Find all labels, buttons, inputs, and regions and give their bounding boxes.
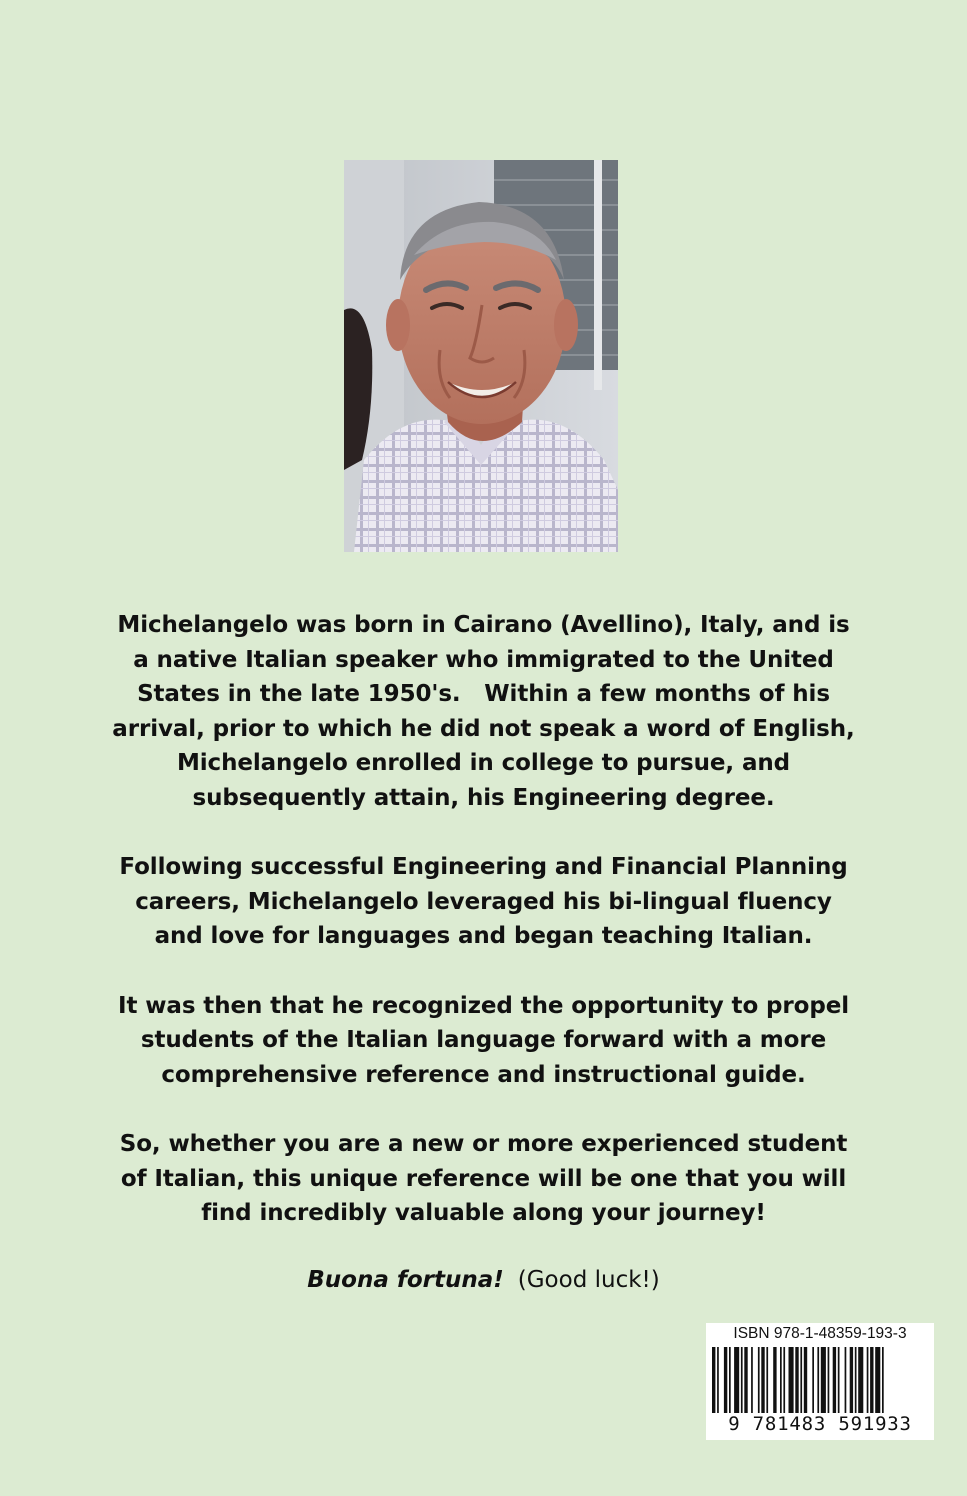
- barcode-bar: [821, 1347, 826, 1413]
- barcode-bar: [741, 1347, 743, 1413]
- bio-paragraph: [110, 850, 857, 954]
- barcode-bar: [724, 1347, 727, 1413]
- barcode-bar: [729, 1347, 731, 1413]
- author-photo: [344, 160, 618, 552]
- barcode-bar: [838, 1347, 840, 1413]
- bio-line: find incredibly valuable along your journey!: [201, 1200, 766, 1226]
- barcode-bar: [828, 1347, 830, 1413]
- barcode-bar: [833, 1347, 836, 1413]
- bio-line: subsequently attain, his Engineering degree.: [192, 784, 775, 811]
- bio-line: a native Italian speaker who immigrated to the United: [133, 646, 834, 673]
- barcode-bar: [812, 1347, 814, 1413]
- barcode-bar: [817, 1347, 819, 1413]
- bio-paragraph: [110, 1127, 857, 1231]
- barcode-bar: [766, 1347, 768, 1413]
- barcode-bar: [850, 1347, 853, 1413]
- author-portrait-photo-icon: [344, 160, 618, 552]
- bio-line: States in the late 1950's. Within a few months of his: [137, 681, 830, 707]
- bio-line: Michelangelo enrolled in college to pursue, and: [176, 750, 791, 776]
- isbn-barcode: [706, 1323, 934, 1440]
- bio-line: arrival, prior to which he did not speak a word of English,: [112, 715, 855, 742]
- bio-line: Michelangelo was born in Cairano (Avellino), Italy, and is: [117, 612, 850, 638]
- barcode-bar: [870, 1347, 873, 1413]
- signoff-phrase: Buona fortuna!: [307, 1267, 504, 1293]
- bio-paragraph: [110, 989, 857, 1093]
- barcode-bar: [734, 1347, 739, 1413]
- barcode-bar: [744, 1347, 747, 1413]
- barcode-bar: [858, 1347, 863, 1413]
- barcode-bar: [867, 1347, 869, 1413]
- barcode-bar: [800, 1347, 802, 1413]
- bio-line: students of the Italian language forward with a more: [140, 1027, 827, 1053]
- barcode-bars-icon: [712, 1347, 928, 1413]
- barcode-bar: [758, 1347, 760, 1413]
- barcode-bar: [855, 1347, 857, 1413]
- barcode-bar: [717, 1347, 719, 1413]
- barcode-bar: [761, 1347, 764, 1413]
- barcode-bar: [845, 1347, 847, 1413]
- bio-line: and love for languages and began teaching Italian.: [154, 923, 813, 949]
- barcode-bar: [875, 1347, 880, 1413]
- barcode-digits: 9 781483 591933: [728, 1413, 912, 1435]
- isbn-label: ISBN 978-1-48359-193-3: [733, 1325, 907, 1342]
- bio-paragraph: [110, 608, 857, 815]
- barcode-bar: [804, 1347, 807, 1413]
- barcode-bar: [712, 1347, 715, 1413]
- barcode-bar: [789, 1347, 794, 1413]
- bio-line: of Italian, this unique reference will be one that you will: [120, 1165, 847, 1192]
- bio-line: It was then that he recognized the opportunity to propel: [117, 992, 850, 1019]
- barcode-bar: [751, 1347, 753, 1413]
- bio-line: Following successful Engineering and Financial Planning: [119, 854, 848, 880]
- barcode-bar: [780, 1347, 782, 1413]
- barcode-bar: [795, 1347, 798, 1413]
- signoff: [110, 1263, 857, 1297]
- barcode-bar: [773, 1347, 776, 1413]
- barcode-bar: [882, 1347, 884, 1413]
- bio-line: careers, Michelangelo leveraged his bi-lingual fluency: [135, 888, 832, 915]
- bio-line: So, whether you are a new or more experienced student: [119, 1131, 848, 1157]
- signoff-translation: (Good luck!): [517, 1267, 660, 1293]
- author-bio: [110, 608, 857, 1266]
- barcode-bar: [783, 1347, 785, 1413]
- bio-line: comprehensive reference and instructional guide.: [161, 1061, 806, 1088]
